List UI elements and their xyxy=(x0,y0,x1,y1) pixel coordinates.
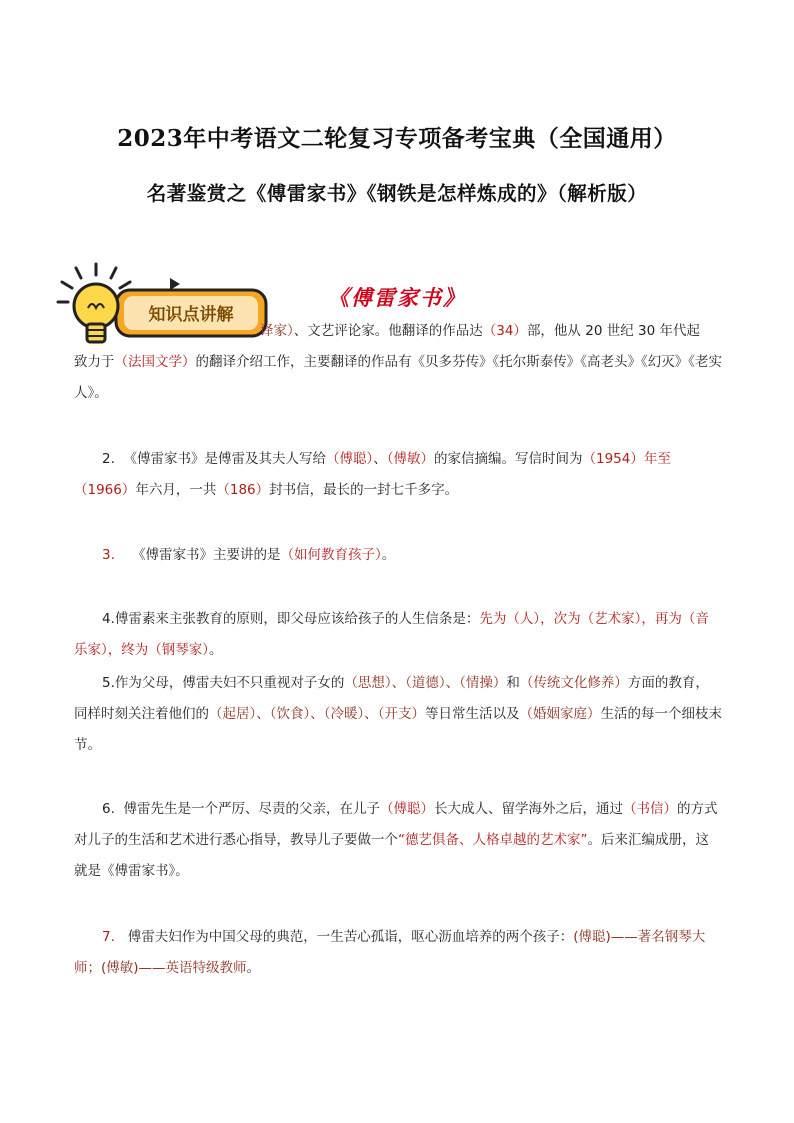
p7-text: 傅雷夫妇作为中国父母的典范，一生苦心孤诣，呕心沥血培养的两个孩子： xyxy=(127,929,574,945)
p1-text-2: 部，他从 20 世纪 30 年代起 xyxy=(526,323,700,339)
paragraph-1 xyxy=(74,316,734,409)
p2-sep: 、 xyxy=(373,451,387,467)
page-title: 2023年中考语文二轮复习专项备考宝典（全国通用） xyxy=(117,125,677,152)
p6-quote: “德艺俱备、人格卓越的艺术家” xyxy=(398,832,588,848)
p2-text-2: 的家信摘编。写信时间为 xyxy=(433,451,583,467)
p5-and: 和 xyxy=(506,675,520,691)
paragraph-4 xyxy=(74,604,722,666)
p2-text-3: 年六月，一共 xyxy=(135,482,217,498)
paragraph-3 xyxy=(74,540,722,571)
section-title: 《傅雷家书》 xyxy=(328,285,466,310)
p6-fucong: （傅聪） xyxy=(379,801,434,817)
p4-text: 4.傅雷素来主张教育的原则，即父母应该给孩子的人生信条是： xyxy=(102,611,480,627)
paragraph-7 xyxy=(74,922,722,984)
p6-letters: （书信） xyxy=(622,801,677,817)
p5-answer-2: （传统文化修养） xyxy=(519,675,628,691)
p2-fucong: （傅聪） xyxy=(325,451,374,467)
p6-text: 傅雷先生是一个严厉、尽责的父亲，在儿子 xyxy=(123,801,380,817)
p5-text: 5.作为父母，傅雷夫妇不只重视对子女的 xyxy=(102,675,345,691)
p6-text-3: 的方式对儿子的生活和艺术进行悉心指导，教导儿子要做一个 xyxy=(74,801,718,848)
p7-number: 7. xyxy=(102,929,115,945)
p2-text-4: 封书信，最长的一封七千多字。 xyxy=(269,482,459,498)
p2-fumin: （傅敏） xyxy=(386,451,434,467)
page-subtitle: 名著鉴赏之《傅雷家书》《钢铁是怎样炼成的》（解析版） xyxy=(146,182,648,205)
p5-answer-4: （婚姻家庭） xyxy=(519,706,601,722)
p2-count: （186） xyxy=(216,482,270,498)
p6-number: 6. xyxy=(102,801,115,817)
p6-text-4: 。后来汇编成册，这就是《傅雷家书》。 xyxy=(74,832,709,879)
p1-count: （34） xyxy=(482,323,527,339)
p2-years: （1954）年至（1966） xyxy=(74,451,671,498)
p6-text-2: 长大成人、留学海外之后，通过 xyxy=(433,801,623,817)
p1-french-lit: （法国文学） xyxy=(114,354,196,370)
p2-number: 2. xyxy=(102,451,115,467)
p1-translator: 译家） xyxy=(260,323,294,339)
p7-end: 。 xyxy=(246,960,261,976)
paragraph-5 xyxy=(74,668,722,761)
p5-text-2: 方面的教育，同样时刻关注着他们的 xyxy=(74,675,709,722)
p3-end: 。 xyxy=(381,547,396,563)
p2-text: 《傅雷家书》是傅雷及其夫人写给 xyxy=(123,451,326,467)
p1-works: 的翻译介绍工作，主要翻译的作品有《贝多芬传》《托尔斯泰传》《高老头》《幻灭》《老实人》。 xyxy=(74,354,722,401)
p3-text: 《傅雷家书》主要讲的是 xyxy=(132,547,281,563)
p7-answer: (傅聪)——著名钢琴大师；(傅敏)——英语特级教师 xyxy=(74,929,706,976)
p1-text: 、文艺评论家。他翻译的作品达 xyxy=(293,323,483,339)
p4-answer: 先为（人），次为（艺术家），再为（音乐家），终为（钢琴家） xyxy=(74,611,709,658)
p5-answer-1: （思想）、（道德）、（情操） xyxy=(344,675,507,691)
p5-answer-3: （起居）、（饮食）、（冷暖）、（开支） xyxy=(209,706,425,722)
paragraph-2 xyxy=(74,444,722,506)
p3-answer: （如何教育孩子） xyxy=(280,547,382,563)
badge-label: 知识点讲解 xyxy=(148,305,234,325)
p5-text-4: 生活的每一个细枝末节。 xyxy=(74,706,722,753)
paragraph-6 xyxy=(74,794,722,887)
p1-text-3: 致力于 xyxy=(74,354,115,370)
p3-number: 3. xyxy=(102,547,115,563)
p5-text-3: 等日常生活以及 xyxy=(425,706,520,722)
p4-end: 。 xyxy=(209,642,223,658)
